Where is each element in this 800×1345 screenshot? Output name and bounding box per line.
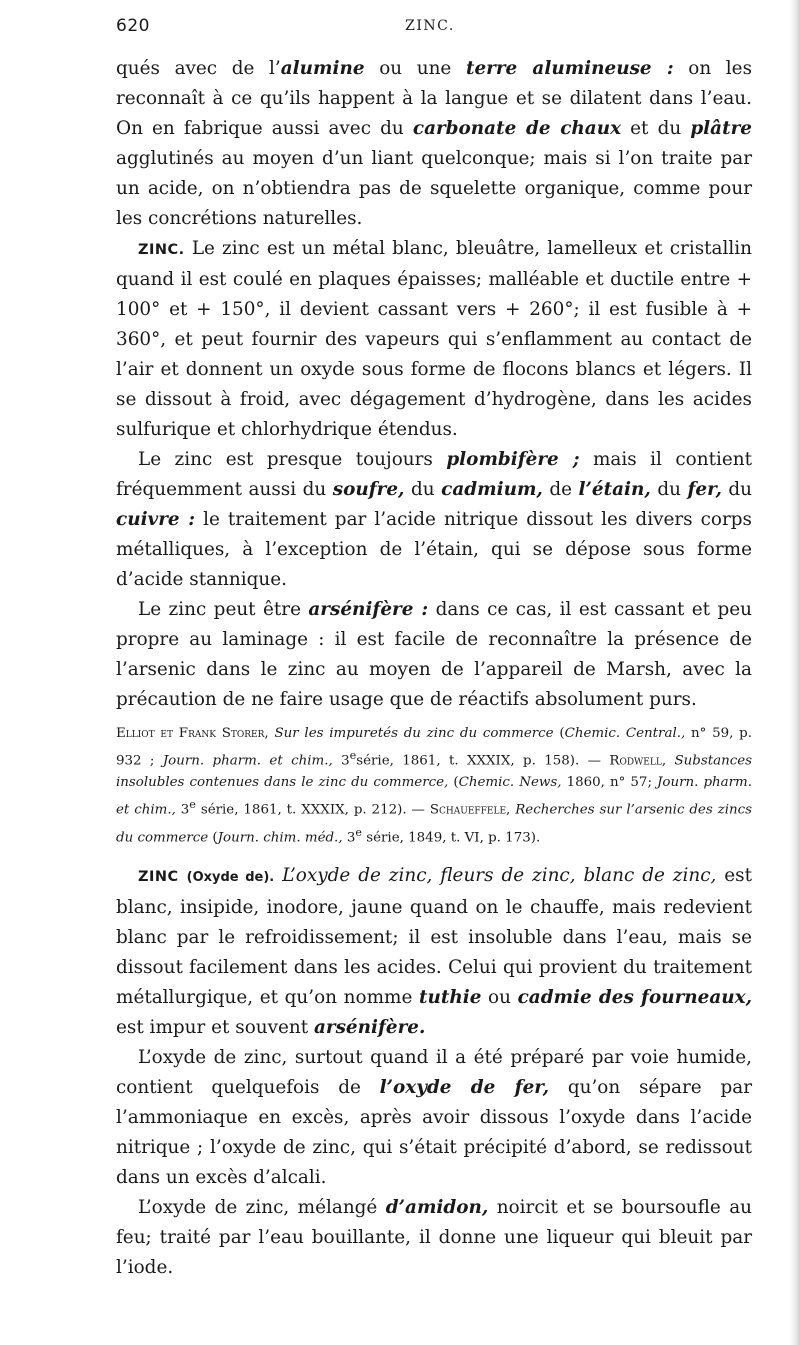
entry-zinc-oxide: ZINC (Oxyde de). L’oxyde de zinc, fleurs de zinc, blanc de zinc, est blanc, insipide, inodore, jaune quand on le chauffe, mais redevient blanc par le refroidissement; il est insoluble dans l’eau, mais se dissout facilement dans les acides. Celui qui provient du traitement métallurgique, et qu’on nomme tuthie ou cadmie des fourneaux, est impur et souvent arsénifère.	[116, 865, 753, 1039]
paragraph-impurities: Le zinc est presque toujours plombifère ; mais il contient fréquemment aussi du soufre, du cadmium, de l’étain, du fer, du cuivre : le traitement par l’acide nitrique dissout les divers corps métalliques, à l’exception de l’étain, qui se dépose sous forme d’acide stannique.	[116, 449, 753, 590]
paragraph-iron-oxide: L’oxyde de zinc, surtout quand il a été préparé par voie humide, contient quelquefois de l’oxyde de fer, qu’on sépare par l’ammoniaque en excès, après avoir dissous l’oxyde dans l’acide nitrique ; l’oxyde de zinc, qui s’était précipité d’abord, se redissout dans un excès d’alcali.	[116, 1047, 752, 1189]
entry-heading-zinc-oxide: ZINC	[138, 869, 179, 886]
page-header	[116, 16, 744, 46]
bibliography-notes: Elliot et Frank Storer, Sur les impuretés du zinc du commerce (Chemic. Central., n° 59, p. 932 ; Journ. pharm. et chim., 3esérie, 1861, t. XXXIX, p. 158). — Rodwell, Substances insolubles contenues dans le zinc du commerce, (Chemic. News, 1860, n° 57; Journ. pharm. et chim., 3e série, 1861, t. XXXIX, p. 212). — Schaueffele, Recherches sur l’arsenic des zincs du commerce (Journ. chim. méd., 3e série, 1849, t. VI, p. 173).	[116, 726, 753, 846]
page-number: 620	[116, 16, 150, 36]
entry-heading-zinc: ZINC.	[138, 242, 185, 258]
paragraph-arsenic: Le zinc peut être arsénifère : dans ce cas, il est cassant et peu propre au laminage : il est facile de reconnaître la présence de l’arsenic dans le zinc au moyen de l’appareil de Marsh, avec la précaution de ne faire usage que de réactifs absolument purs.	[116, 599, 752, 710]
running-head: ZINC.	[405, 18, 455, 34]
paragraph-starch: L’oxyde de zinc, mélangé d’amidon, noircit et se boursoufle au feu; traité par l’eau bouillante, il donne une liqueur qui bleuit par l’iode.	[116, 1197, 753, 1279]
page-edge	[790, 0, 800, 1345]
paragraph-continuation: qués avec de l’alumine ou une terre alumineuse : on les reconnaît à ce qu’ils happent à la langue et se dilatent dans l’eau. On en fabrique aussi avec du carbonate de chaux et du plâtre agglutinés au moyen d’un liant quelconque; mais si l’on traite par un acide, on n’obtiendra pas de squelette organique, comme pour les concrétions naturelles.	[116, 58, 753, 229]
page-body	[116, 54, 752, 1283]
entry-zinc: ZINC. Le zinc est un métal blanc, bleuâtre, lamelleux et cristallin quand il est coulé en plaques épaisses; malléable et ductile entre + 100° et + 150°, il devient cassant vers + 260°; il est fusible à + 360°, et peut fournir des vapeurs qui s’enflamment au contact de l’air et donnent un oxyde sous forme de flocons blancs et légers. Il se dissout à froid, avec dégagement d’hydrogène, dans les acides sulfurique et chlorhydrique étendus.	[116, 238, 752, 440]
